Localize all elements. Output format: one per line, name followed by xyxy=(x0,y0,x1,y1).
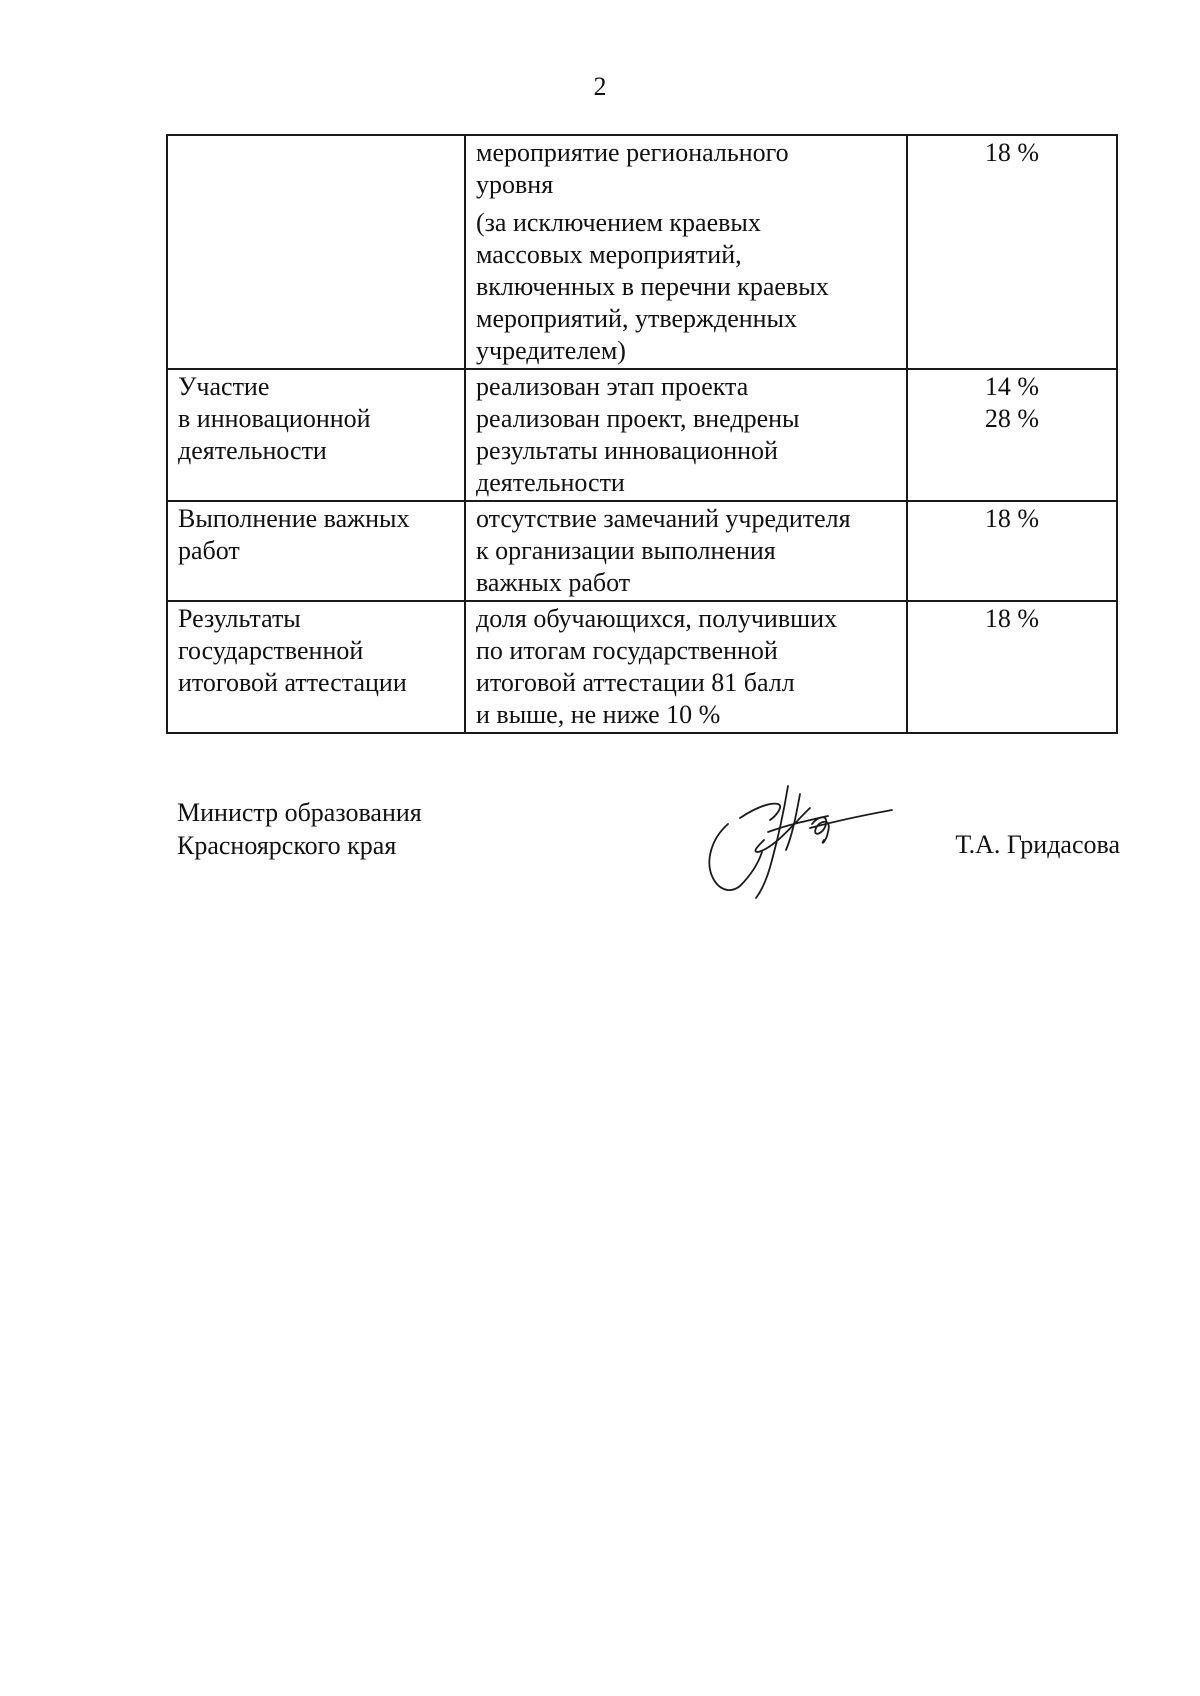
criterion-cell xyxy=(167,369,465,501)
condition-cell xyxy=(465,135,907,369)
condition-line: мероприятий, утвержденных xyxy=(476,304,798,333)
criterion-line: в инновационной xyxy=(178,404,371,433)
criterion-cell xyxy=(167,501,465,601)
condition-line: результаты инновационной xyxy=(476,436,778,465)
condition-line: к организации выполнения xyxy=(476,536,776,565)
condition-cell xyxy=(465,601,907,733)
value-cell xyxy=(907,369,1117,501)
criterion-line: работ xyxy=(178,536,240,565)
condition-line: включенных в перечни краевых xyxy=(476,272,829,301)
value-cell xyxy=(907,601,1117,733)
condition-line: учредителем) xyxy=(476,336,626,365)
percentage-value: 28 % xyxy=(984,404,1040,433)
criterion-line: Участие xyxy=(178,372,270,401)
table-row xyxy=(167,135,1117,369)
condition-line: доля обучающихся, получивших xyxy=(476,604,838,633)
criterion-line: итоговой аттестации xyxy=(178,668,407,697)
table-row xyxy=(167,501,1117,601)
signatory-position-line: Министр образования xyxy=(177,798,422,827)
handwritten-signature xyxy=(700,780,900,910)
percentage-value: 18 % xyxy=(984,604,1040,633)
condition-line: и выше, не ниже 10 % xyxy=(476,700,721,729)
value-cell xyxy=(907,501,1117,601)
condition-line: мероприятие регионального xyxy=(476,138,789,167)
condition-line: уровня xyxy=(476,170,554,199)
condition-line: (за исключением краевых xyxy=(476,208,761,237)
percentage-value: 14 % xyxy=(984,372,1040,401)
criteria-table xyxy=(166,134,1118,734)
percentage-value: 18 % xyxy=(984,504,1040,533)
condition-line: отсутствие замечаний учредителя xyxy=(476,504,851,533)
signatory-position xyxy=(177,796,422,862)
criteria-table-body xyxy=(167,135,1117,733)
criterion-cell xyxy=(167,135,465,369)
criterion-line: деятельности xyxy=(178,436,327,465)
condition-line: массовых мероприятий, xyxy=(476,240,742,269)
signatory-name: Т.А. Гридасова xyxy=(955,830,1120,859)
percentage-value: 18 % xyxy=(984,138,1040,167)
condition-cell xyxy=(465,369,907,501)
condition-line: реализован этап проекта xyxy=(476,372,749,401)
value-cell xyxy=(907,135,1117,369)
table-row xyxy=(167,369,1117,501)
condition-line: по итогам государственной xyxy=(476,636,778,665)
condition-line: важных работ xyxy=(476,568,631,597)
criterion-line: Результаты xyxy=(178,604,301,633)
condition-line: итоговой аттестации 81 балл xyxy=(476,668,795,697)
criterion-line: Выполнение важных xyxy=(178,504,410,533)
condition-cell xyxy=(465,501,907,601)
page-number: 2 xyxy=(593,72,607,101)
table-row xyxy=(167,601,1117,733)
condition-line: деятельности xyxy=(476,468,625,497)
signatory-position-line: Красноярского края xyxy=(177,831,397,860)
condition-line: реализован проект, внедрены xyxy=(476,404,800,433)
criterion-cell xyxy=(167,601,465,733)
criterion-line: государственной xyxy=(178,636,364,665)
